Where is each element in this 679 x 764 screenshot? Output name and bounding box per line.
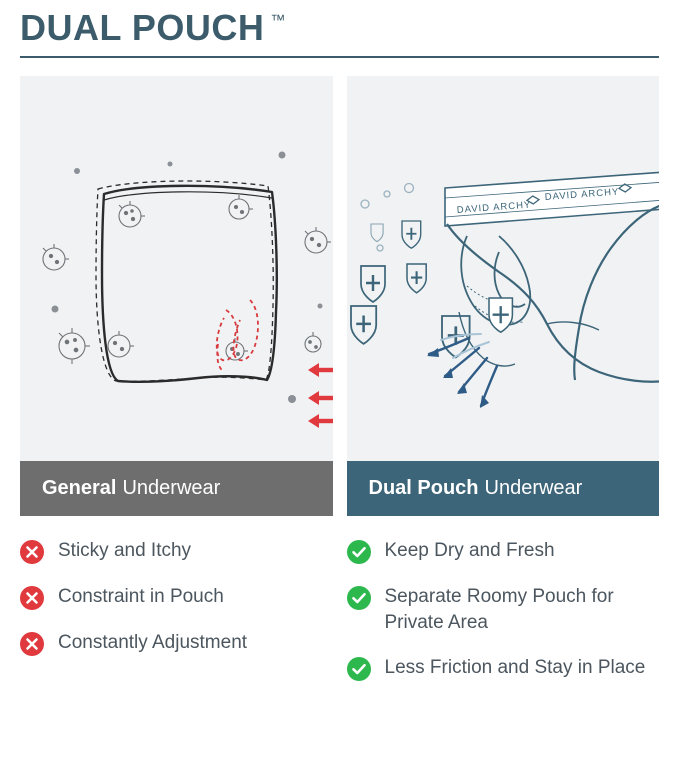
feature-list-general bbox=[20, 538, 333, 701]
caption-general-strong: General bbox=[42, 477, 117, 499]
list-item bbox=[20, 584, 333, 610]
comparison-panels bbox=[0, 58, 679, 516]
trademark-symbol: ™ bbox=[270, 12, 286, 29]
caption-dual-strong: Dual Pouch bbox=[368, 477, 479, 499]
feature-list-dual-pouch bbox=[347, 538, 660, 701]
list-item bbox=[20, 538, 333, 564]
feature-label: Constraint in Pouch bbox=[58, 586, 224, 607]
feature-label: Sticky and Itchy bbox=[58, 540, 192, 561]
general-underwear-diagram bbox=[20, 76, 333, 461]
caption-general-light: Underwear bbox=[122, 477, 221, 499]
feature-label: Keep Dry and Fresh bbox=[384, 540, 555, 561]
waistband-brand-text-2: DAVID ARCHY bbox=[543, 186, 620, 203]
header bbox=[0, 0, 679, 46]
cross-icon bbox=[20, 632, 44, 656]
waistband-brand-text: DAVID ARCHY bbox=[455, 199, 532, 216]
list-item bbox=[20, 630, 333, 656]
feature-label: Less Friction and Stay in Place bbox=[384, 657, 646, 679]
dual-pouch-underwear-diagram bbox=[347, 76, 660, 461]
feature-lists bbox=[0, 516, 679, 701]
check-icon bbox=[347, 657, 371, 681]
cross-icon bbox=[20, 586, 44, 610]
caption-dual-light: Underwear bbox=[484, 477, 583, 499]
list-item bbox=[347, 655, 660, 681]
caption-dual-pouch bbox=[347, 461, 660, 516]
check-icon bbox=[347, 540, 371, 564]
list-item bbox=[347, 584, 660, 635]
list-item bbox=[347, 538, 660, 564]
page-title: DUAL POUCH bbox=[20, 7, 265, 48]
feature-label: Constantly Adjustment bbox=[58, 632, 248, 653]
panel-general bbox=[20, 76, 333, 516]
feature-label: Separate Roomy Pouch for Private Area bbox=[384, 586, 614, 633]
cross-icon bbox=[20, 540, 44, 564]
panel-dual-pouch bbox=[347, 76, 660, 516]
check-icon bbox=[347, 586, 371, 610]
caption-general bbox=[20, 461, 333, 516]
